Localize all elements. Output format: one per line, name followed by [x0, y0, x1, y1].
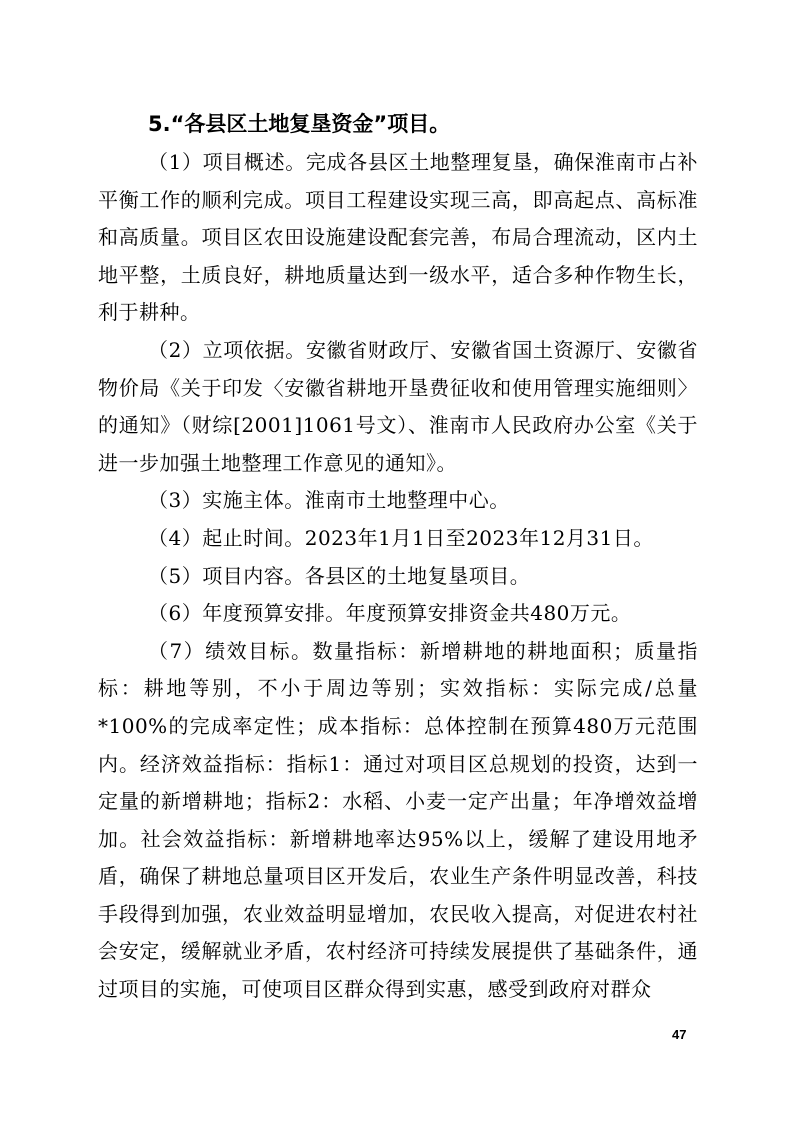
paragraph-period: （4）起止时间。2023年1月1日至2023年12月31日。 [148, 525, 654, 550]
paragraph-entity: （3）实施主体。淮南市土地整理中心。 [148, 488, 510, 513]
paragraph-overview: （1）项目概述。完成各县区土地整理复垦，确保淮南市占补平衡工作的顺利完成。项目工程建设实现三高，即高起点、高标准和高质量。项目区农田设施建设配套完善，布局合理流动，区内土地平整，土质良好，耕地质量达到一级水平，适合多种作物生长，利于耕种。 [98, 150, 698, 325]
page-number: 47 [672, 1027, 687, 1042]
section-heading: 5.“各县区土地复垦资金”项目。 [148, 112, 451, 136]
body-text [98, 144, 698, 1009]
paragraph-content: （5）项目内容。各县区的土地复垦项目。 [148, 563, 531, 588]
paragraph-budget: （6）年度预算安排。年度预算安排资金共480万元。 [148, 601, 632, 626]
paragraph-targets: （7）绩效目标。数量指标：新增耕地的耕地面积；质量指标：耕地等别，不小于周边等别；实效指标：实际完成/总量*100%的完成率定性；成本指标：总体控制在预算480万元范围内。经济效益指标：指标1：通过对项目区总规划的投资，达到一定量的新增耕地；指标2：水稻、小麦一定产出量；年净增效益增加。社会效益指标：新增耕地率达95%以上，缓解了建设用地矛盾，确保了耕地总量项目区开发后，农业生产条件明显改善，科技手段得到加强，农业效益明显增加，农民收入提高，对促进农村社会安定，缓解就业矛盾，农村经济可持续发展提供了基础条件，通过项目的实施，可使项目区群众得到实惠，感受到政府对群众 [98, 638, 698, 1002]
paragraph-basis: （2）立项依据。安徽省财政厅、安徽省国土资源厅、安徽省物价局《关于印发〈安徽省耕地开垦费征收和使用管理实施细则〉的通知》（财综[2001]1061号文）、淮南市人民政府办公室《关于进一步加强土地整理工作意见的通知》。 [98, 337, 698, 475]
